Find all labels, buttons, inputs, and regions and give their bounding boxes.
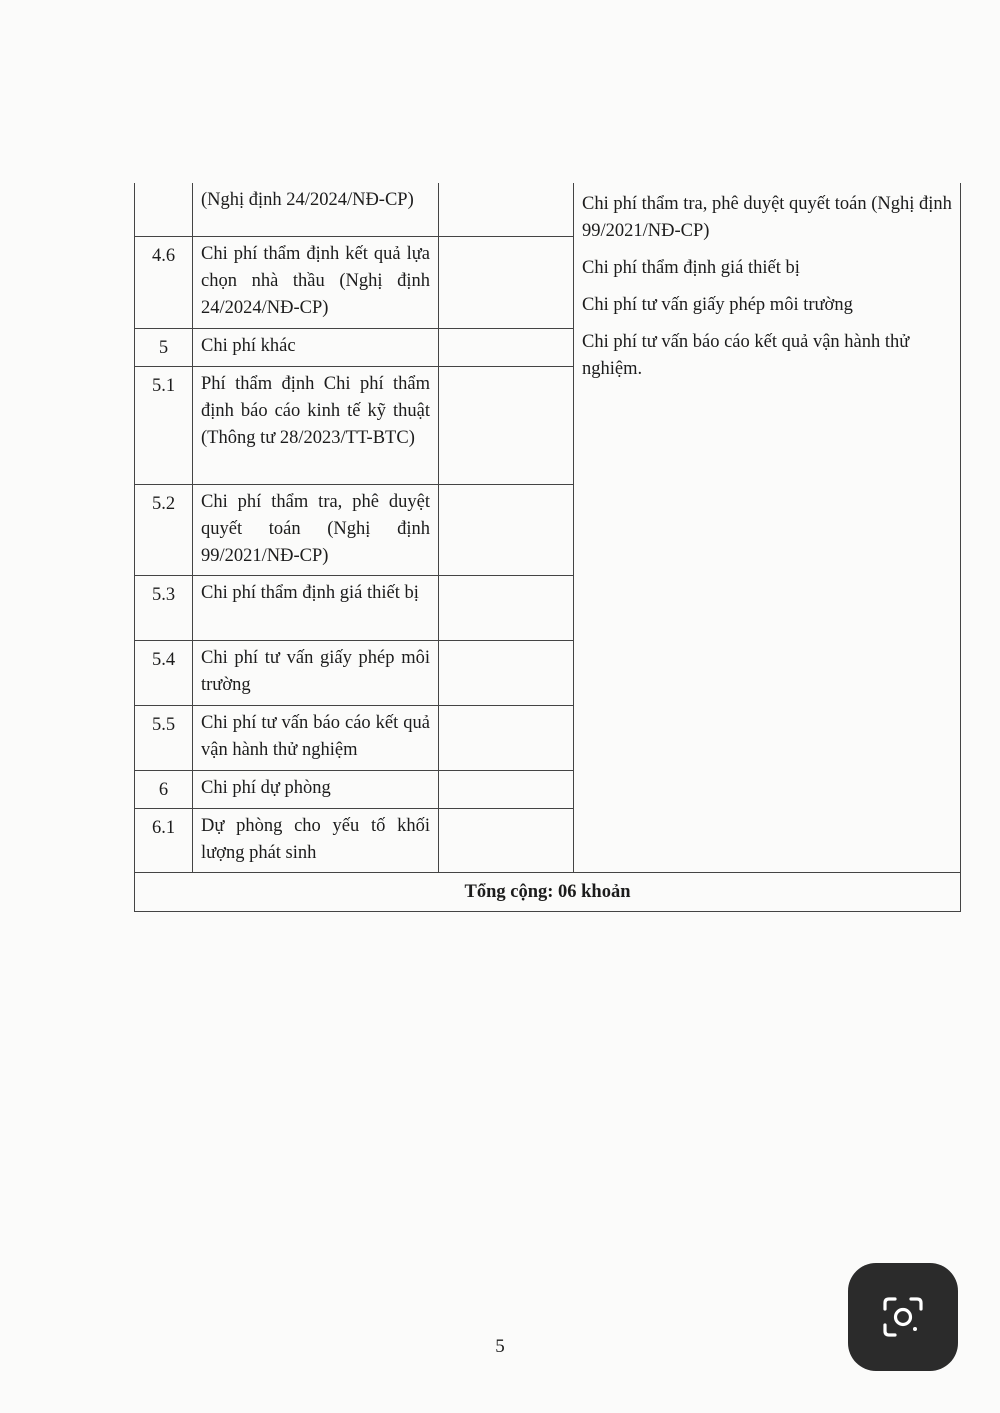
row-name: Chi phí tư vấn giấy phép môi trường [193, 640, 439, 705]
row-name: (Nghị định 24/2024/NĐ-CP) [193, 183, 439, 236]
row-number [135, 183, 193, 236]
row-value [439, 640, 574, 705]
row-value [439, 575, 574, 640]
total-row [135, 872, 961, 911]
page-number: 5 [495, 1336, 505, 1357]
row-value [439, 183, 574, 236]
row-number: 5.1 [135, 366, 193, 484]
right-column-cell [574, 183, 961, 872]
row-number: 6 [135, 770, 193, 808]
right-column-line: Chi phí thẩm định giá thiết bị [582, 258, 800, 278]
total-label: Tổng cộng: 06 khoản [135, 872, 961, 911]
row-number: 5.4 [135, 640, 193, 705]
camera-lens-icon [879, 1293, 927, 1341]
row-value [439, 328, 574, 366]
table-row [135, 183, 961, 236]
row-value [439, 770, 574, 808]
row-number: 5 [135, 328, 193, 366]
row-name: Chi phí thẩm định giá thiết bị [193, 575, 439, 640]
row-number: 5.2 [135, 484, 193, 575]
right-column-line: Chi phí tư vấn giấy phép môi trường [582, 295, 853, 315]
right-column-line: Chi phí tư vấn báo cáo kết quả vận hành thử nghiệm. [582, 332, 910, 379]
row-number: 4.6 [135, 236, 193, 328]
row-name: Phí thẩm định Chi phí thẩm định báo cáo kinh tế kỹ thuật (Thông tư 28/2023/TT-BTC) [193, 366, 439, 484]
right-column-line: Chi phí thẩm tra, phê duyệt quyết toán (Nghị định 99/2021/NĐ-CP) [582, 194, 952, 241]
row-name: Chi phí khác [193, 328, 439, 366]
row-number: 5.3 [135, 575, 193, 640]
cost-table [134, 183, 961, 912]
row-value [439, 236, 574, 328]
row-name: Dự phòng cho yếu tố khối lượng phát sinh [193, 808, 439, 872]
row-value [439, 484, 574, 575]
row-value [439, 705, 574, 770]
lens-button[interactable] [848, 1263, 958, 1371]
row-value [439, 366, 574, 484]
row-name: Chi phí dự phòng [193, 770, 439, 808]
row-name: Chi phí thẩm định kết quả lựa chọn nhà thầu (Nghị định 24/2024/NĐ-CP) [193, 236, 439, 328]
row-number: 5.5 [135, 705, 193, 770]
row-value [439, 808, 574, 872]
row-name: Chi phí tư vấn báo cáo kết quả vận hành thử nghiệm [193, 705, 439, 770]
row-number: 6.1 [135, 808, 193, 872]
row-name: Chi phí thẩm tra, phê duyệt quyết toán (Nghị định 99/2021/NĐ-CP) [193, 484, 439, 575]
